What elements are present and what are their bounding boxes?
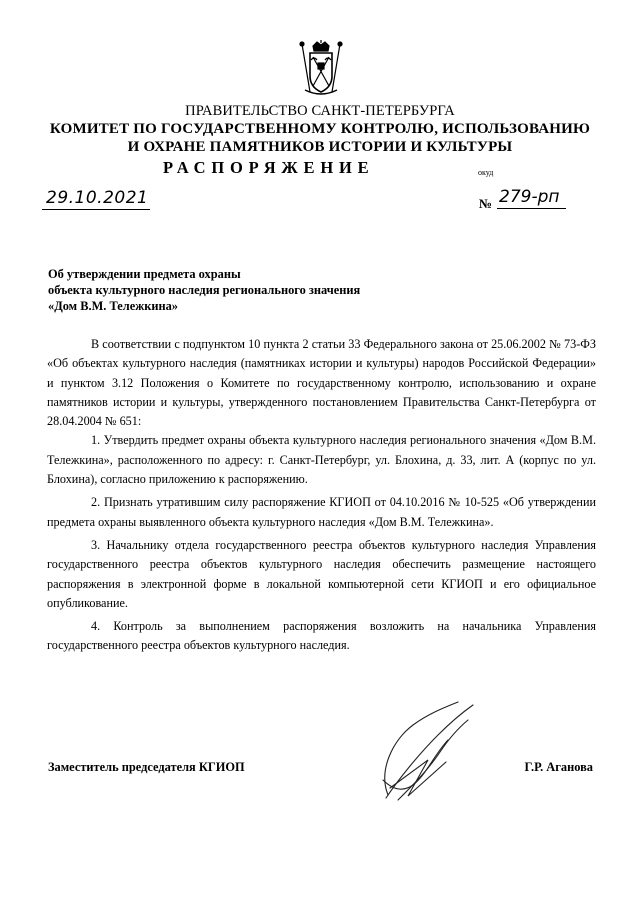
number-sign: № [479, 196, 493, 211]
order-item-4: 4. Контроль за выполнением распоряжения возложить на начальника Управления государственного реестра объектов культурного наследия. [47, 619, 596, 653]
subject-line: «Дом В.М. Тележкина» [48, 299, 179, 313]
subject-line: Об утверждении предмета охраны [48, 267, 241, 281]
signatory-name: Г.Р. Аганова [524, 760, 593, 774]
committee-name-line1: КОМИТЕТ ПО ГОСУДАРСТВЕННОМУ КОНТРОЛЮ, ИСПОЛЬЗОВАНИЮ [49, 121, 591, 137]
order-item-2: 2. Признать утратившим силу распоряжение КГИОП от 04.10.2016 № 10-525 «Об утверждении предмета охраны выявленного объекта культурного наследия «Дом В.М. Тележкина». [47, 495, 596, 529]
subject-line: объекта культурного наследия регионального значения [48, 283, 361, 297]
order-item-1: 1. Утвердить предмет охраны объекта культурного наследия регионального значения «Дом В.М. Тележкина», расположенного по адресу: г. Санкт-Петербург, ул. Блохина, д. 33, лит. А (корпус по ул. Блохина), согласно приложению к распоряжению. [47, 433, 596, 487]
document-body [47, 335, 596, 660]
document-subject [48, 266, 360, 314]
order-item-3: 3. Начальнику отдела государственного реестра объектов культурного наследия Управления государственного реестра объектов культурного наследия обеспечить размещение настоящего распоряжения в электронной форме в локальной компьютерной сети КГИОП и его официальное опубликование. [47, 537, 596, 610]
document-date: 29.10.2021 [42, 187, 150, 210]
document-number: 279-рп [497, 186, 566, 209]
coat-of-arms-icon [297, 40, 345, 98]
government-name: ПРАВИТЕЛЬСТВО САНКТ-ПЕТЕРБУРГА [185, 103, 455, 119]
document-type-title: РАСПОРЯЖЕНИЕ [163, 158, 375, 177]
handwritten-signature-icon [368, 700, 483, 810]
okud-label: окуд [478, 168, 494, 177]
preamble-paragraph: В соответствии с подпунктом 10 пункта 2 статьи 33 Федерального закона от 25.06.2002 № 73-ФЗ «Об объектах культурного наследия (памятниках истории и культуры) народов Российской Федерации» и пунктом 3.12 Положения о Комитете по государственному контролю, использованию и охране памятников истории и культуры, утвержденного постановлением Правительства Санкт-Петербурга от 28.04.2004 № 651: [47, 337, 596, 429]
signatory-title: Заместитель председателя КГИОП [48, 760, 245, 774]
committee-name-line2: И ОХРАНЕ ПАМЯТНИКОВ ИСТОРИИ И КУЛЬТУРЫ [127, 139, 513, 155]
